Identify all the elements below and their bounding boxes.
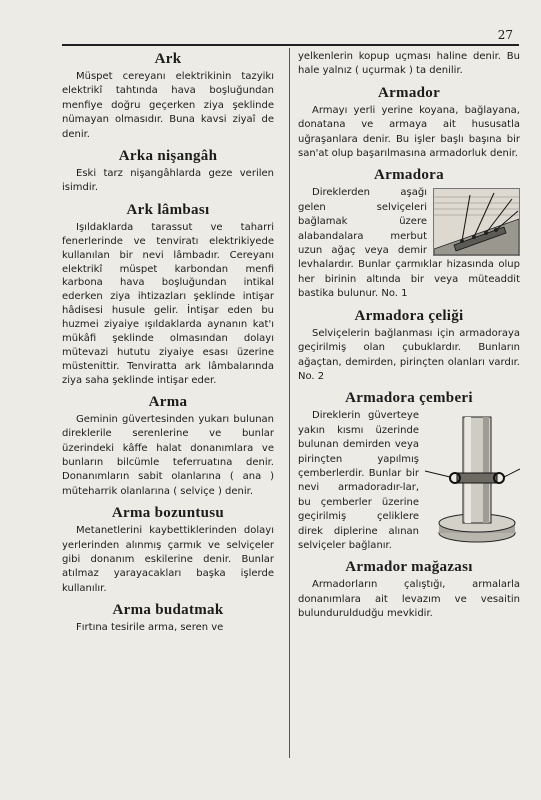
- entry-arma: [62, 393, 274, 499]
- entry-body: Fırtına tesirile arma, seren ve: [76, 622, 224, 634]
- mast-ring-illustration: [425, 411, 520, 545]
- entry-armadora-cemberi: [298, 389, 520, 553]
- entry-title: Armador: [377, 84, 441, 101]
- ship-side-illustration-icon: [434, 189, 519, 255]
- entry-continuation: [298, 50, 520, 79]
- entry-body: Işıldaklarda tarassut ve taharri fenerlerinde ve tenviratı elektrikiyede kullanılan bir nevi lâmbadır. Cereyanı elektrikî müspet karbondan menfi karbona hava boşluğundan intikal ederken ziya ihtizazları şeklinde intişar hâdisesi husule gelir. İntişar eden bu huzmei ziyaiye ışıldaklarda aynanın kat'ı mükâfi şeklinde olmasından dolayı mütevazi hututu ziyaiye esası üzerine müstenittir. Tenviratta ark lâmbalarında ziya saha şeklinde intişar eder.: [62, 221, 274, 386]
- mast-ring-illustration-icon: [425, 411, 520, 545]
- right-column: [298, 50, 520, 627]
- entry-armadora: [298, 166, 520, 301]
- entry-title: Ark: [154, 51, 182, 67]
- entry-body: Armadorların çalıştığı, armalarla donanımlara ait levazım ve vesaitin bulunduruldudğu mevkidir.: [298, 579, 520, 620]
- entry-title: Arka nişangâh: [118, 148, 218, 165]
- entry-body: Direklerin güverteye yakın kısmı üzerinde bulunan demirden veya pirinçten yapılmış çemberlerdir. Bunlar bir nevi armadoradır-lar, bu çemberler üzerine geçirilmiş çeliklere direk diplerine alınan selviçeler bağlanır.: [298, 410, 419, 551]
- entry-ark: [62, 50, 274, 142]
- armadora-illustration: [433, 188, 520, 256]
- column-divider: [289, 48, 290, 758]
- entry-arka-nisangah: [62, 147, 274, 196]
- entry-body: Müspet cereyanı elektrikinin tazyikı elektrikî tahtında hava boşluğundan menfiye doğru geçerken ziya şeklinde nümayan olmasıdır. Buna kavsi ziyaî de denir.: [62, 71, 274, 140]
- entry-title: Arma: [148, 393, 188, 410]
- entry-ark-lambasi: [62, 201, 274, 388]
- entry-body: yelkenlerin kopup uçması haline denir. Bu hale yalnız ( uçurmak ) ta denilir.: [298, 51, 520, 77]
- entry-title: Armador mağazası: [345, 559, 473, 576]
- entry-body: Direklerden aşağı gelen selviçeleri bağlamak üzere alabandalara merbut uzun ağaç veya demir levhalardır. Bunlar çarmıklar hizasında olup her birinin altında bir veya müteaddit bastika bulunur. No. 1: [298, 187, 520, 300]
- entry-arma-bozuntusu: [62, 504, 274, 596]
- entry-armadora-celigi: [298, 307, 520, 385]
- entry-armador: [298, 84, 520, 162]
- page-number: 27: [497, 28, 513, 42]
- entry-body: Armayı yerli yerine koyana, bağlayana, donatana ve armaya ait hususatla uğraşanlara denir. Bu işler başlı başına bir san'at olup başarılmasına armadorluk denir.: [298, 104, 520, 160]
- entry-arma-budatmak: [62, 601, 274, 635]
- entry-title: Armadora: [374, 167, 444, 184]
- entry-armador-magazasi: [298, 558, 520, 621]
- entry-body: Selviçelerin bağlanması için armadoraya geçirilmiş olan çubuklardır. Bunların ağaçtan, demirden, pirinçten olanları vardır. No. 2: [298, 327, 520, 382]
- entry-body: Eski tarz nişangâhlarda geze verilen isimdir.: [62, 168, 274, 194]
- entry-title: Ark lâmbası: [126, 201, 210, 218]
- left-column: [62, 50, 274, 641]
- top-rule: [62, 44, 519, 46]
- entry-title: Arma budatmak: [112, 602, 224, 619]
- entry-title: Armadora çeliği: [354, 307, 464, 324]
- entry-title: Armadora çemberi: [345, 390, 473, 407]
- entry-body: Metanetlerini kaybettiklerinden dolayı yerlerinden alınmış çarmık ve selviçeler gibi donanım eskilerine denir. Bunlar atılmaz yarayacakları başka işlerde kullanılır.: [62, 525, 274, 594]
- entry-body: Geminin güvertesinden yukarı bulunan direklerile serenlerine ve bunlar üzerindeki kâffe halat donanımlara ve bunların bilcümle teferruatına denir. Donanımların sabit olanlarına ( ana ) müteharrik olanlarına ( selviçe ) denir.: [62, 413, 274, 497]
- entry-title: Arma bozuntusu: [111, 505, 225, 522]
